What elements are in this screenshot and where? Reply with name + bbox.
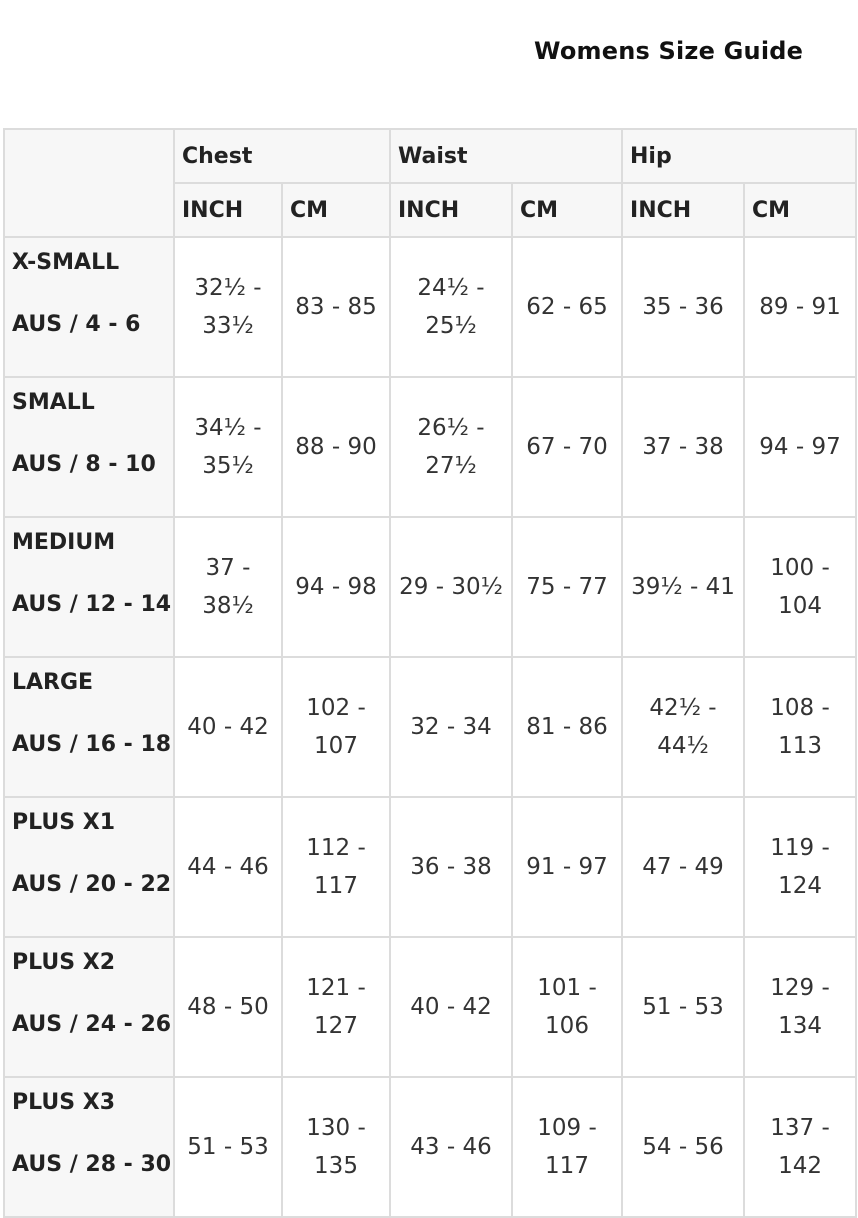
measurement-cell xyxy=(622,657,744,797)
measurement-value: 35½ xyxy=(202,453,254,479)
size-name: PLUS X3 xyxy=(12,1090,115,1115)
measurement-value: 42½ - xyxy=(649,695,717,721)
aus-size: AUS / 24 - 26 xyxy=(12,1012,172,1037)
size-name: LARGE xyxy=(12,670,94,695)
measurement-value: 37 - 38 xyxy=(642,434,724,460)
group-header-waist: Waist xyxy=(390,129,622,183)
measurement-value: 104 xyxy=(778,593,822,619)
measurement-cell xyxy=(174,657,282,797)
measurement-cell xyxy=(512,797,622,937)
measurement-value: 117 xyxy=(314,873,358,899)
measurement-value: 37 - 38½ xyxy=(202,555,254,619)
size-guide-table xyxy=(3,128,857,1218)
measurement-value: 134 xyxy=(778,1013,822,1039)
measurement-value: 119 - xyxy=(770,835,830,861)
size-name: SMALL xyxy=(12,390,95,415)
measurement-cell xyxy=(282,937,390,1077)
size-label-cell xyxy=(4,937,174,1077)
measurement-cell xyxy=(744,937,856,1077)
page-title: Womens Size Guide xyxy=(534,37,804,65)
measurement-cell xyxy=(512,237,622,377)
measurement-cell xyxy=(282,377,390,517)
unit-header-hip-cm: CM xyxy=(744,183,856,237)
measurement-cell xyxy=(390,517,512,657)
measurement-cell xyxy=(174,237,282,377)
measurement-value: 33½ xyxy=(202,313,254,339)
size-label-cell xyxy=(4,377,174,517)
measurement-value: 109 - xyxy=(537,1115,597,1141)
measurement-cell xyxy=(512,937,622,1077)
size-name: PLUS X2 xyxy=(12,950,115,975)
measurement-value: 81 - 86 xyxy=(526,714,608,740)
measurement-value: 127 xyxy=(314,1013,358,1039)
size-label-cell xyxy=(4,657,174,797)
aus-size: AUS / 28 - 30 xyxy=(12,1152,172,1177)
measurement-cell xyxy=(622,937,744,1077)
size-rows xyxy=(4,237,856,1217)
measurement-value: 112 - xyxy=(306,835,366,861)
measurement-cell xyxy=(282,517,390,657)
measurement-cell xyxy=(744,377,856,517)
aus-size: AUS / 12 - 14 xyxy=(12,592,172,617)
unit-header-hip-inch: INCH xyxy=(622,183,744,237)
aus-size: AUS / 16 - 18 xyxy=(12,732,172,757)
size-name: MEDIUM xyxy=(12,530,116,555)
measurement-value: 75 - 77 xyxy=(526,574,608,600)
measurement-value: 88 - 90 xyxy=(295,434,377,460)
measurement-value: 124 xyxy=(778,873,822,899)
table-row xyxy=(4,517,856,657)
measurement-cell xyxy=(282,657,390,797)
measurement-cell xyxy=(744,237,856,377)
measurement-cell xyxy=(282,237,390,377)
measurement-cell xyxy=(622,237,744,377)
measurement-cell xyxy=(622,1077,744,1217)
measurement-cell xyxy=(174,517,282,657)
size-name: X-SMALL xyxy=(12,250,120,275)
measurement-cell xyxy=(744,517,856,657)
measurement-cell xyxy=(744,657,856,797)
group-header-hip: Hip xyxy=(622,129,856,183)
measurement-value: 27½ xyxy=(425,453,477,479)
measurement-value: 40 - 42 xyxy=(187,714,269,740)
measurement-value: 25½ xyxy=(425,313,477,339)
measurement-cell xyxy=(174,937,282,1077)
measurement-cell xyxy=(390,237,512,377)
measurement-cell xyxy=(512,517,622,657)
measurement-cell xyxy=(512,377,622,517)
measurement-cell xyxy=(174,377,282,517)
measurement-cell xyxy=(174,1077,282,1217)
measurement-value: 94 - 97 xyxy=(759,434,841,460)
measurement-cell xyxy=(390,1077,512,1217)
measurement-value: 107 xyxy=(314,733,358,759)
measurement-value: 29 - 30½ xyxy=(399,574,503,600)
measurement-value: 35 - 36 xyxy=(642,294,724,320)
measurement-value: 44½ xyxy=(657,733,709,759)
size-label-cell xyxy=(4,237,174,377)
measurement-cell xyxy=(390,657,512,797)
measurement-value: 51 - 53 xyxy=(642,994,724,1020)
table-row xyxy=(4,937,856,1077)
group-header-chest: Chest xyxy=(174,129,390,183)
measurement-value: 102 - xyxy=(306,695,366,721)
measurement-value: 106 xyxy=(545,1013,589,1039)
unit-header-waist-inch: INCH xyxy=(390,183,512,237)
measurement-value: 137 - xyxy=(770,1115,830,1141)
measurement-value: 39½ - 41 xyxy=(631,574,735,600)
size-label-cell xyxy=(4,517,174,657)
measurement-value: 100 - xyxy=(770,555,830,581)
measurement-cell xyxy=(282,797,390,937)
table-row xyxy=(4,377,856,517)
measurement-value: 40 - 42 xyxy=(410,994,492,1020)
unit-header-waist-cm: CM xyxy=(512,183,622,237)
measurement-value: 34½ - xyxy=(194,415,262,441)
measurement-cell xyxy=(174,797,282,937)
measurement-cell xyxy=(390,937,512,1077)
table-row xyxy=(4,1077,856,1217)
group-header-row xyxy=(4,129,856,183)
size-label-cell xyxy=(4,797,174,937)
measurement-cell xyxy=(622,797,744,937)
measurement-value: 32½ - xyxy=(194,275,262,301)
unit-header-chest-inch: INCH xyxy=(174,183,282,237)
measurement-value: 54 - 56 xyxy=(642,1134,724,1160)
measurement-value: 83 - 85 xyxy=(295,294,377,320)
size-label-cell xyxy=(4,1077,174,1217)
measurement-cell xyxy=(744,797,856,937)
measurement-value: 94 - 98 xyxy=(295,574,377,600)
table-row xyxy=(4,237,856,377)
aus-size: AUS / 4 - 6 xyxy=(12,312,141,337)
size-name: PLUS X1 xyxy=(12,810,115,835)
measurement-cell xyxy=(512,1077,622,1217)
measurement-value: 108 - xyxy=(770,695,830,721)
measurement-value: 101 - xyxy=(537,975,597,1001)
measurement-value: 113 xyxy=(778,733,822,759)
aus-size: AUS / 8 - 10 xyxy=(12,452,156,477)
measurement-cell xyxy=(622,517,744,657)
measurement-value: 24½ - xyxy=(417,275,485,301)
measurement-value: 121 - xyxy=(306,975,366,1001)
measurement-cell xyxy=(512,657,622,797)
measurement-value: 135 xyxy=(314,1153,358,1179)
measurement-value: 129 - xyxy=(770,975,830,1001)
measurement-value: 48 - 50 xyxy=(187,994,269,1020)
measurement-value: 91 - 97 xyxy=(526,854,608,880)
measurement-value: 44 - 46 xyxy=(187,854,269,880)
measurement-value: 51 - 53 xyxy=(187,1134,269,1160)
measurement-value: 62 - 65 xyxy=(526,294,608,320)
measurement-value: 26½ - xyxy=(417,415,485,441)
measurement-value: 130 - xyxy=(306,1115,366,1141)
measurement-value: 32 - 34 xyxy=(410,714,492,740)
measurement-value: 142 xyxy=(778,1153,822,1179)
unit-header-chest-cm: CM xyxy=(282,183,390,237)
measurement-value: 67 - 70 xyxy=(526,434,608,460)
aus-size: AUS / 20 - 22 xyxy=(12,872,172,897)
measurement-value: 89 - 91 xyxy=(759,294,841,320)
measurement-cell xyxy=(390,377,512,517)
measurement-value: 36 - 38 xyxy=(410,854,492,880)
measurement-cell xyxy=(744,1077,856,1217)
table-row xyxy=(4,657,856,797)
measurement-cell xyxy=(622,377,744,517)
measurement-value: 43 - 46 xyxy=(410,1134,492,1160)
table-row xyxy=(4,797,856,937)
corner-cell xyxy=(4,129,174,237)
measurement-value: 117 xyxy=(545,1153,589,1179)
measurement-cell xyxy=(390,797,512,937)
measurement-value: 47 - 49 xyxy=(642,854,724,880)
measurement-cell xyxy=(282,1077,390,1217)
